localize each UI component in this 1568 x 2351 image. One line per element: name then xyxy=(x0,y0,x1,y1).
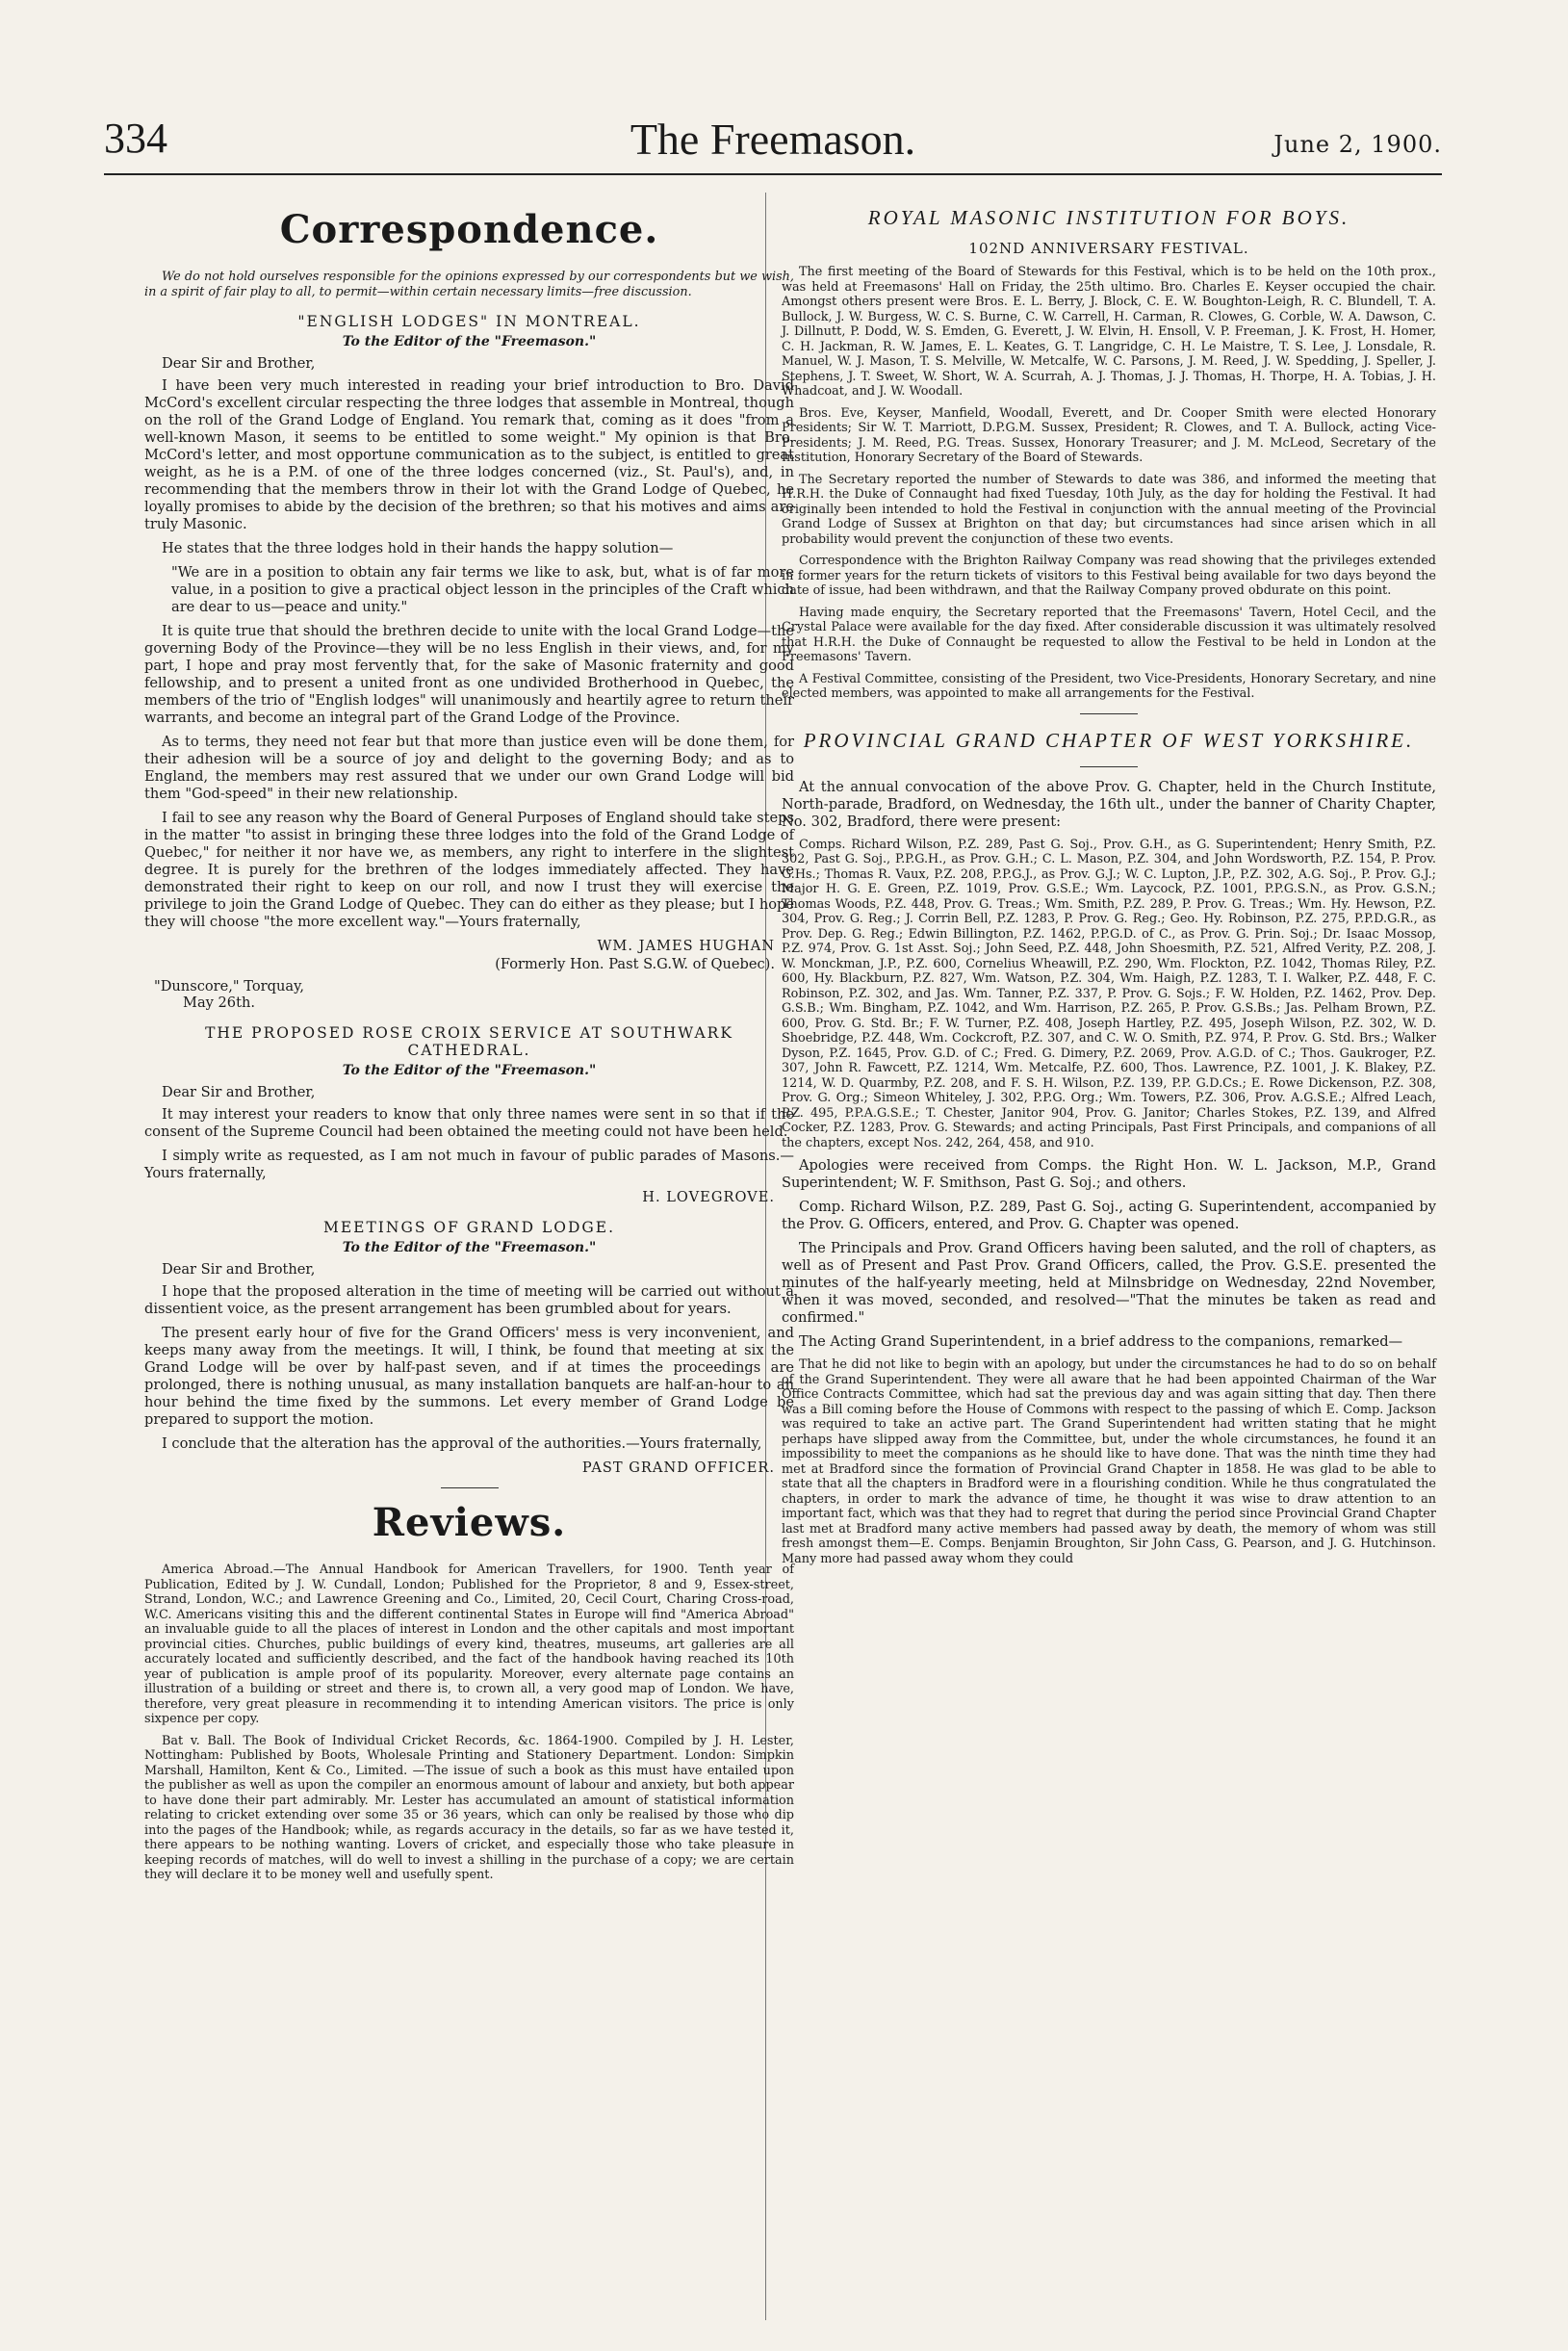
reviews-title: Reviews. xyxy=(372,1500,567,1545)
article-paragraph: Having made enquiry, the Secretary reported that the Freemasons' Tavern, Hotel Cecil, and the Crystal Palace were available for the day fixed. After considerable discussion it was ultimately resolved that H.R.H. the Duke of Connaught be requested to allow the Festival to be held in London at the Freemasons' Tavern. xyxy=(782,605,1436,664)
letter-paragraph: I have been very much interested in reading your brief introduction to Bro. David McCord's excellent circular respecting the three lodges that assemble in Montreal, though on the roll of the Grand Lodge of England. You remark that, coming as it does "from a well-known Mason, it seems to be entitled to some weight." My opinion is that Bro. McCord's letter, and most opportune communication as to the subject, is entitled to great weight, as he is a P.M. of one of the three lodges concerned (viz., St. Paul's), and, in recommending that the members throw in their lot with the Grand Lodge of Quebec, he loyally promises to abide by the decision of the brethren; so that his motives and aims are truly Masonic. xyxy=(144,377,794,532)
letter-greeting: Dear Sir and Brother, xyxy=(162,355,316,372)
letter-heading-montreal: "ENGLISH LODGES" IN MONTREAL. xyxy=(297,313,641,330)
left-column xyxy=(144,197,794,1890)
page-header xyxy=(104,114,1442,175)
section-rule xyxy=(441,1487,499,1488)
page-number: 334 xyxy=(104,115,167,162)
article-paragraph: A Festival Committee, consisting of the President, two Vice-Presidents, Honorary Secretary, and nine elected members, was appointed to make all arrangements for the Festival. xyxy=(782,671,1436,701)
rmib-subtitle: 102ND ANNIVERSARY FESTIVAL. xyxy=(968,240,1249,257)
issue-date: June 2, 1900. xyxy=(1273,131,1442,158)
letter-paragraph: I fail to see any reason why the Board of General Purposes of England should take steps in the matter "to assist in bringing these three lodges into the fold of the Grand Lodge of Quebec," for neither it nor have we, as members, any right to interfere in the slightest degree. It is purely for the brethren of the lodges immediately affected. They have demonstrated their right to keep on our roll, and now I trust they will exercise the privilege to join the Grand Lodge of Quebec. They can do either as they please; but I hope they will choose "the more excellent way."—Yours fraternally, xyxy=(144,810,794,930)
article-paragraph: The Secretary reported the number of Stewards to date was 386, and informed the meeting that H.R.H. the Duke of Connaught had fixed Tuesday, 10th July, as the day for holding the Festival. It had originally been intended to hold the Festival in conjunction with the annual meeting of the Provincial Grand Lodge of Sussex at Brighton on that day; but circumstances had since arisen which in all probability would prevent the conjunction of these two events. xyxy=(782,472,1436,547)
letter-heading-grand-lodge: MEETINGS OF GRAND LODGE. xyxy=(322,1219,616,1236)
article-paragraph: Comp. Richard Wilson, P.Z. 289, Past G. Soj., acting G. Superintendent, accompanied by the Prov. G. Officers, entered, and Prov. G. Chapter was opened. xyxy=(782,1199,1436,1232)
letter-paragraph: It may interest your readers to know that only three names were sent in so that if the consent of the Supreme Council had been obtained the meeting could not have been held. xyxy=(144,1106,794,1140)
article-paragraph: The Principals and Prov. Grand Officers having been saluted, and the roll of chapters, as well as of Present and Past Prov. Grand Officers, called, the Prov. G.S.E. presented the minutes of the half-yearly meeting, held at Milnsbridge on Wednesday, 22nd November, when it was moved, seconded, and resolved—"That the minutes be taken as read and confirmed." xyxy=(782,1240,1436,1326)
section-rule xyxy=(1080,766,1138,767)
pgc-title: PROVINCIAL GRAND CHAPTER OF WEST YORKSHIRE. xyxy=(803,728,1415,752)
letter-signature: WM. JAMES HUGHAN xyxy=(597,938,775,954)
letter-paragraph: It is quite true that should the brethren decide to unite with the local Grand Lodge—the governing Body of the Province—they will be no less English in their views, and, for my part, I hope and pray most fervently that, for the sake of Masonic fraternity and good fellowship, and to present a united front as one undivided Brotherhood in Quebec, the members of the trio of "English lodges" will unanimously and heartily agree to return their warrants, and become an integral part of the Grand Lodge of the Province. xyxy=(144,623,794,726)
review-america-abroad: America Abroad.—The Annual Handbook for American Travellers, for 1900. Tenth year of Publication, Edited by J. W. Cundall, London; Published for the Proprietor, 8 and 9, Essex-street, Strand, London, W.C.; and Lawrence Greening and Co., Limited, 20, Cecil Court, Charing Cross-road, W.C. Americans visiting this and the different continental States in Europe will find "America Abroad" an invaluable guide to all the places of interest in London and the other capitals and most important provincial cities. Churches, public buildings of every kind, theatres, museums, art galleries are all accurately located and sufficiently described, and the fact of the handbook having reached its 10th year of publication is ample proof of its popularity. Moreover, every alternate page contains an illustration of a building or street and there is, to crown all, a very good map of London. We have, therefore, very great pleasure in recommending it to intending American visitors. The price is only sixpence per copy. xyxy=(144,1563,794,1726)
letter-greeting: Dear Sir and Brother, xyxy=(162,1084,316,1100)
letter-addressee: To the Editor of the "Freemason." xyxy=(342,334,597,349)
letter-paragraph: As to terms, they need not fear but that more than justice even will be done them, for their adhesion will be a source of joy and delight to the governing Body; and as to England, the members may rest assured that we under our own Grand Lodge will bid them "God-speed" in their new relationship. xyxy=(144,734,794,802)
letter-heading-rose-croix: THE PROPOSED ROSE CROIX SERVICE AT SOUTHWARK CATHEDRAL. xyxy=(205,1024,733,1059)
superintendent-address: That he did not like to begin with an apology, but under the circumstances he had to do so on behalf of the Grand Superintendent. They were all aware that he had been appointed Chairman of the War Office Contracts Committee, which had sat the previous day and was again sitting that day. Then there was a Bill coming before the House of Commons with respect to the passing of which E. Comp. Jackson was required to take an active part. The Grand Superintendent had written stating that he might perhaps have slipped away from the Committee, but, under the whole circumstances, he found it an impossibility to meet the companions as he should like to have done. That was the ninth time they had met at Bradford since the formation of Provincial Grand Chapter in 1858. He was glad to be able to state that all the chapters in Bradford were in a flourishing condition. While he thus congratulated the chapters, in order to mark the advance of time, he thought it was wise to draw attention to an important fact, which was that they had to regret that during the period since Provincial Grand Chapter last met at Bradford many active members had passed away by death, the memory of whom was still fresh amongst them—E. Comps. Benjamin Broughton, Sir John Cass, G. Pearson, and J. G. Hutchinson. Many more had passed away whom they could xyxy=(782,1357,1436,1566)
correspondence-title: Correspondence. xyxy=(279,207,659,252)
letter-paragraph: He states that the three lodges hold in their hands the happy solution— xyxy=(162,540,674,556)
letter-greeting: Dear Sir and Brother, xyxy=(162,1261,316,1278)
letter-paragraph: I conclude that the alteration has the approval of the authorities.—Yours fraternally, xyxy=(162,1435,762,1452)
signature-note: (Formerly Hon. Past S.G.W. of Quebec). xyxy=(495,956,775,972)
letter-signature: PAST GRAND OFFICER. xyxy=(581,1460,775,1476)
letter-addressee: To the Editor of the "Freemason." xyxy=(342,1240,597,1255)
correspondence-disclaimer: We do not hold ourselves responsible for the opinions expressed by our correspondents but we wish, in a spirit of fair play to all, to permit—within certain necessary limits—free discussion. xyxy=(144,270,794,299)
attendance-list: Comps. Richard Wilson, P.Z. 289, Past G. Soj., Prov. G.H., as G. Superintendent; Henry Smith, P.Z. 302, Past G. Soj., P.P.G.H., as Prov. G.H.; C. L. Mason, P.Z. 304, and John Wordsworth, P.Z. 154, P. Prov. G.Hs.; Thomas R. Vaux, P.Z. 208, P.P.G.J., as Prov. G.J.; W. C. Lupton, J.P., P.Z. 302, A.G. Soj., P. Prov. G.J.; Major H. G. E. Green, P.Z. 1019, Prov. G.S.E.; Wm. Laycock, P.Z. 1001, P.P.G.S.N., as Prov. G.S.N.; Thomas Woods, P.Z. 448, Prov. G. Treas.; Wm. Smith, P.Z. 289, P. Prov. G. Treas.; Wm. Hy. Hewson, P.Z. 304, Prov. G. Reg.; J. Corrin Bell, P.Z. 1283, P. Prov. G. Reg.; Geo. Hy. Robinson, P.Z. 275, P.P.D.G.R., as Prov. Dep. G. Reg.; Edwin Billington, P.Z. 1462, P.P.G.D. of C., as Prov. G. Prin. Soj.; Dr. Isaac Mossop, P.Z. 974, Prov. G. 1st Asst. Soj.; John Seed, P.Z. 448, John Shoesmith, P.Z. 521, Alfred Verity, P.Z. 208, J. W. Monckman, J.P., P.Z. 600, Cornelius Wheawill, P.Z. 290, Wm. Flockton, P.Z. 1042, Thomas Riley, P.Z. 600, Hy. Blackburn, P.Z. 827, Wm. Watson, P.Z. 304, Wm. Haigh, P.Z. 1283, T. I. Walker, P.Z. 448, F. C. Robinson, P.Z. 302, and Jas. Wm. Tanner, P.Z. 337, P. Prov. G. Sojs.; F. W. Holden, P.Z. 1462, Prov. Dep. G.S.B.; Wm. Bingham, P.Z. 1042, and Wm. Harrison, P.Z. 265, P. Prov. G.S.Bs.; Jas. Pelham Brown, P.Z. 600, Prov. G. Std. Br.; F. W. Turner, P.Z. 408, Joseph Hartley, P.Z. 495, Joseph Wilson, P.Z. 302, W. D. Shoebridge, P.Z. 448, Wm. Cockcroft, P.Z. 307, and C. W. O. Smith, P.Z. 974, P. Prov. G. Std. Brs.; Walker Dyson, P.Z. 1645, Prov. G.D. of C.; Fred. G. Dimery, P.Z. 2069, Prov. A.G.D. of C.; Thos. Gaukroger, P.Z. 307, John R. Fawcett, P.Z. 1214, Wm. Metcalfe, P.Z. 600, Thos. Lawrence, P.Z. 1001, J. K. Blakey, P.Z. 1214, W. D. Quarmby, P.Z. 208, and F. S. H. Wilson, P.Z. 139, P.P. G.D.Cs.; E. Rowe Dickenson, P.Z. 308, Prov. G. Org.; Simeon Whiteley, J. 302, P.P.G. Org.; Wm. Towers, P.Z. 306, Prov. A.G.S.E.; Alfred Leach, P.Z. 495, P.P.A.G.S.E.; T. Chester, Janitor 904, Prov. G. Janitor; Charles Stokes, P.Z. 139, and Alfred Cocker, P.Z. 1283, Prov. G. Stewards; and acting Principals, Past First Principals, and companions of all the chapters, except Nos. 242, 264, 458, and 910. xyxy=(782,837,1436,1150)
letter-addressee: To the Editor of the "Freemason." xyxy=(342,1063,597,1078)
letter-address-date: May 26th. xyxy=(183,995,255,1011)
letter-paragraph: I simply write as requested, as I am not much in favour of public parades of Masons.—Yours fraternally, xyxy=(144,1148,794,1181)
article-paragraph: At the annual convocation of the above Prov. G. Chapter, held in the Church Institute, North-parade, Bradford, on Wednesday, the 16th ult., under the banner of Charity Chapter, No. 302, Bradford, there were present: xyxy=(782,778,1436,830)
rmib-title: ROYAL MASONIC INSTITUTION FOR BOYS. xyxy=(867,206,1350,229)
letter-address: "Dunscore," Torquay, xyxy=(154,978,305,995)
letter-quote: "We are in a position to obtain any fair terms we like to ask, but, what is of far more value, in a position to give a practical object lesson in the principles of the Craft which are dear to us—peace and unity." xyxy=(171,564,794,615)
article-paragraph: The first meeting of the Board of Stewards for this Festival, which is to be held on the 10th prox., was held at Freemasons' Hall on Friday, the 25th ultimo. Bro. Charles E. Keyser occupied the chair. Amongst others present were Bros. E. L. Berry, J. Block, C. E. W. Boughton-Leigh, R. C. Blundell, T. A. Bullock, J. W. Burgess, W. C. S. Burne, C. W. Carrell, H. Carman, R. Clowes, G. Corble, W. A. Dawson, C. J. Dillnutt, P. Dodd, W. S. Emden, G. Everett, J. W. Elvin, H. Ensoll, V. P. Freeman, J. K. Frost, H. Homer, C. H. Jackman, R. W. James, E. L. Keates, G. T. Langridge, C. H. Le Maistre, T. S. Lee, J. Lonsdale, R. Manuel, W. J. Mason, T. S. Melville, W. Metcalfe, W. C. Parsons, J. M. Reed, J. W. Spedding, J. Speller, J. Stephens, J. T. Sweet, W. Short, W. A. Scurrah, A. J. Thomas, J. J. Thomas, H. Thorpe, H. A. Tobias, J. H. Whadcoat, and J. W. Woodall. xyxy=(782,265,1436,399)
letter-paragraph: I hope that the proposed alteration in the time of meeting will be carried out without a dissentient voice, as the present arrangement has been grumbled about for years. xyxy=(144,1283,794,1317)
letter-signature: H. LOVEGROVE. xyxy=(642,1189,775,1205)
article-paragraph: Correspondence with the Brighton Railway Company was read showing that the privileges extended in former years for the return tickets of visitors to this Festival being available for two days beyond the date of issue, had been withdrawn, and that the Railway Company proved obdurate on this point. xyxy=(782,554,1436,598)
article-paragraph: The Acting Grand Superintendent, in a brief address to the companions, remarked— xyxy=(799,1333,1403,1350)
section-rule xyxy=(1080,713,1138,714)
masthead: The Freemason. xyxy=(630,115,916,164)
letter-paragraph: The present early hour of five for the Grand Officers' mess is very inconvenient, and keeps many away from the meetings. It will, I think, be found that meeting at six the Grand Lodge will be over by half-past seven, and if at times the proceedings are prolonged, there is nothing unusual, as many installation banquets are half-an-hour to an hour behind the time fixed by the summons. Let every member of Grand Lodge be prepared to support the motion. xyxy=(144,1325,794,1428)
right-column xyxy=(782,197,1436,1573)
article-paragraph: Apologies were received from Comps. the Right Hon. W. L. Jackson, M.P., Grand Superintendent; W. F. Smithson, Past G. Soj.; and others. xyxy=(782,1157,1436,1191)
article-paragraph: Bros. Eve, Keyser, Manfield, Woodall, Everett, and Dr. Cooper Smith were elected Honorary Presidents; Sir W. T. Marriott, D.P.G.M. Sussex, President; R. Clowes, and T. A. Bullock, acting Vice-Presidents; J. M. Reed, P.G. Treas. Sussex, Honorary Treasurer; and J. M. McLeod, Secretary of the Institution, Honorary Secretary of the Board of Stewards. xyxy=(782,405,1436,465)
review-bat-v-ball: Bat v. Ball. The Book of Individual Cricket Records, &c. 1864-1900. Compiled by J. H. Lester, Nottingham: Published by Boots, Wholesale Printing and Stationery Department. London: Simpkin Marshall, Hamilton, Kent & Co., Limited. —The issue of such a book as this must have entailed upon the publisher as well as upon the compiler an enormous amount of labour and anxiety, but both appear to have done their part admirably. Mr. Lester has accumulated an amount of statistical information relating to cricket extending over some 35 or 36 years, which can only be realised by those who dip into the pages of the Handbook; while, as regards accuracy in the details, so far as we have tested it, there appears to be nothing wanting. Lovers of cricket, and especially those who take pleasure in keeping records of matches, will do well to invest a shilling in the purchase of a copy; we are certain they will declare it to be money well and usefully spent. xyxy=(144,1733,794,1882)
